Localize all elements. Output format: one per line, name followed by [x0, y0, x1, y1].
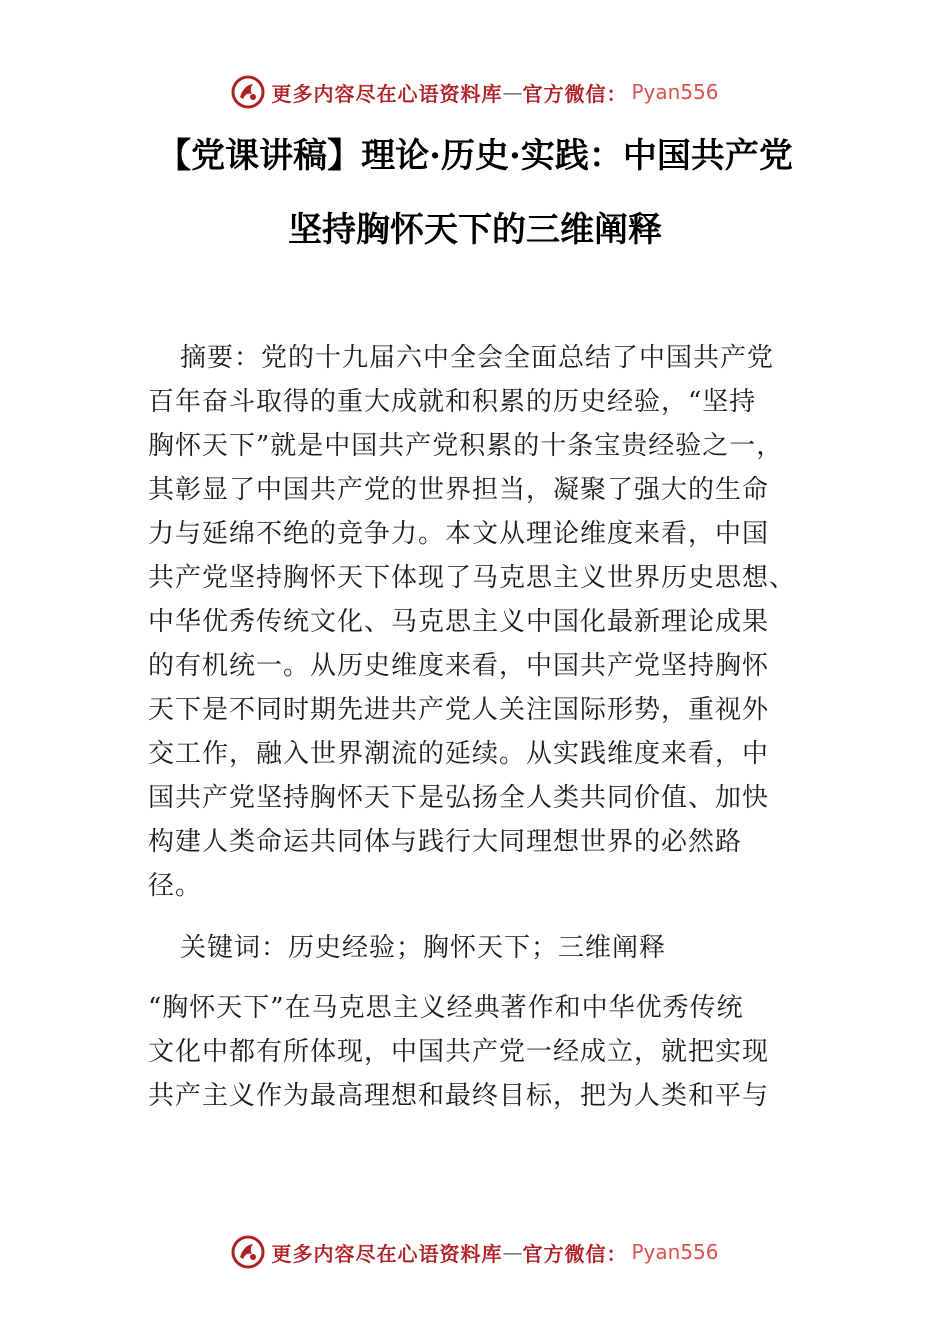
intro-line: 共产主义作为最高理想和最终目标，把为人类和平与	[148, 1081, 770, 1111]
abstract-line: 力与延绵不绝的竞争力。本文从理论维度来看，中国	[148, 519, 770, 549]
abstract-line: 国共产党坚持胸怀天下是弘扬全人类共同价值、加快	[148, 783, 770, 813]
footer-banner	[0, 1232, 950, 1272]
header-banner-separator: —	[502, 80, 523, 104]
header-banner-text: 更多内容尽在心语资料库	[271, 81, 503, 106]
seal-logo-icon	[231, 1235, 265, 1269]
keywords-paragraph	[148, 926, 838, 970]
abstract-line: 构建人类命运共同体与践行大同理想世界的必然路	[148, 827, 743, 857]
footer-banner-separator: —	[502, 1240, 523, 1264]
abstract-line: 的有机统一。从历史维度来看，中国共产党坚持胸怀	[148, 651, 770, 681]
abstract-paragraph	[148, 336, 838, 908]
abstract-line: 摘要：党的十九届六中全会全面总结了中国共产党	[180, 343, 775, 373]
intro-line: 文化中都有所体现，中国共产党一经成立，就把实现	[148, 1037, 770, 1067]
header-banner	[0, 72, 950, 112]
abstract-line: 共产党坚持胸怀天下体现了马克思主义世界历史思想、	[148, 563, 797, 593]
title-line-2: 坚持胸怀天下的三维阐释	[288, 210, 662, 250]
abstract-line: 中华优秀传统文化、马克思主义中国化最新理论成果	[148, 607, 770, 637]
abstract-line: 百年奋斗取得的重大成就和积累的历史经验，“坚持	[148, 387, 757, 417]
abstract-line: 交工作，融入世界潮流的延续。从实践维度来看，中	[148, 739, 770, 769]
footer-banner-label: 官方微信：	[522, 1241, 628, 1266]
abstract-line: 胸怀天下”就是中国共产党积累的十条宝贵经验之一，	[148, 431, 784, 461]
intro-line: “胸怀天下”在马克思主义经典著作和中华优秀传统	[148, 993, 744, 1023]
footer-banner-id: Pyan556	[631, 1240, 719, 1264]
header-banner-label: 官方微信：	[522, 81, 628, 106]
abstract-line: 径。	[148, 871, 203, 901]
footer-banner-text: 更多内容尽在心语资料库	[271, 1241, 503, 1266]
keywords-line: 关键词：历史经验；胸怀天下；三维阐释	[180, 933, 667, 963]
intro-paragraph	[148, 986, 838, 1118]
seal-logo-icon	[231, 75, 265, 109]
abstract-line: 其彰显了中国共产党的世界担当，凝聚了强大的生命	[148, 475, 770, 505]
header-banner-id: Pyan556	[631, 80, 719, 104]
title-line-1: 【党课讲稿】理论·历史·实践：中国共产党	[157, 136, 793, 176]
abstract-line: 天下是不同时期先进共产党人关注国际形势，重视外	[148, 695, 770, 725]
